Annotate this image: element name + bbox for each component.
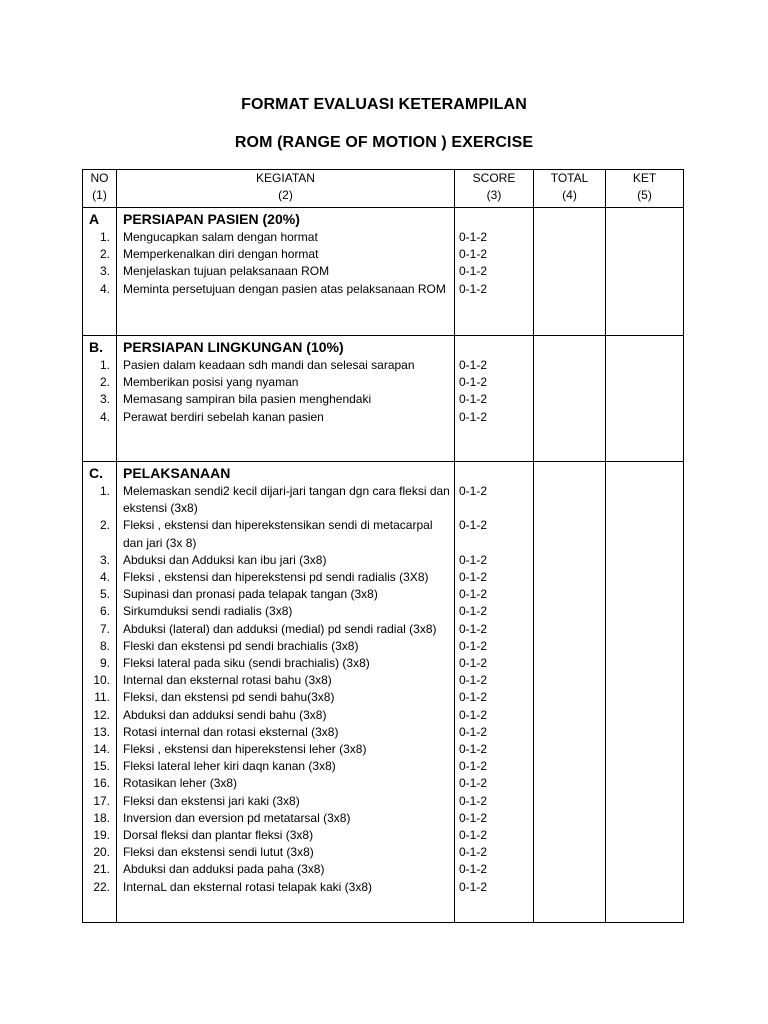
item-number: 9. [99,656,110,671]
item-score: 0-1-2 [459,656,488,671]
item-text: Fleksi lateral leher kiri daqn kanan (3x8) [123,759,336,774]
item-text: Rotasi internal dan rotasi eksternal (3x8) [123,724,339,739]
item-score: 0-1-2 [459,552,488,567]
item-score: 0-1-2 [459,230,488,244]
item-text: Fleksi dan ekstensi jari kaki (3x8) [123,793,300,808]
item-score: 0-1-2 [459,707,488,722]
item-text: Pasien dalam keadaan sdh mandi dan selesai sarapan [123,358,415,372]
item-score: 0-1-2 [459,690,488,705]
item-score: 0-1-2 [459,587,488,602]
item-number: 2. [99,518,110,533]
item-score: 0-1-2 [459,810,488,825]
item-text: InternaL dan eksternal rotasi telapak kaki (3x8) [123,879,373,894]
item-number: 2. [99,247,110,262]
item-number: 19. [93,828,110,843]
item-number: 22. [93,879,110,894]
section-number-cell [83,336,117,462]
item-number: 13. [93,724,110,739]
item-score: 0-1-2 [459,409,488,424]
item-score: 0-1-2 [459,828,488,843]
item-number: 16. [93,776,110,791]
item-text: Inversion dan eversion pd metatarsal (3x8) [123,810,351,825]
item-score: 0-1-2 [459,484,488,498]
item-number: 3. [99,552,110,567]
item-number: 3. [99,264,110,279]
item-text: Fleksi dan ekstensi sendi lutut (3x8) [123,845,314,860]
section-number-cell [83,462,117,923]
item-number: 17. [93,793,110,808]
section-number-cell [83,208,117,336]
section-row [83,208,684,336]
item-score: 0-1-2 [459,862,488,877]
item-text: Dorsal fleksi dan plantar fleksi (3x8) [123,828,314,843]
section-score-cell [455,208,534,336]
item-score: 0-1-2 [459,638,488,653]
item-number: 10. [93,673,110,688]
score-spacer [455,336,533,357]
item-number: 1. [99,358,110,372]
item-score: 0-1-2 [459,358,488,372]
item-text: Fleksi , ekstensi dan hiperekstensi pd sendi radialis (3X8) [123,570,429,585]
section-total-cell [534,462,606,923]
section-title: PERSIAPAN LINGKUNGAN (10%) [123,339,344,355]
item-score: 0-1-2 [459,621,488,636]
item-number: 1. [99,230,110,244]
item-text: Abduksi dan Adduksi kan ibu jari (3x8) [123,552,327,567]
item-score: 0-1-2 [459,392,488,407]
item-score: 0-1-2 [459,879,488,894]
item-text: Abduksi dan adduksi sendi bahu (3x8) [123,707,327,722]
item-text: Meminta persetujuan dengan pasien atas pelaksanaan ROM [123,281,446,296]
item-number: 15. [93,759,110,774]
item-number: 5. [99,587,110,602]
section-ket-cell [606,462,684,923]
item-score: 0-1-2 [459,281,488,296]
item-score: 0-1-2 [459,264,488,279]
table-header-row [83,170,684,208]
section-row [83,462,684,923]
section-activities-cell [117,208,455,336]
item-score: 0-1-2 [459,570,488,585]
item-score: 0-1-2 [459,673,488,688]
item-number: 6. [99,604,110,619]
column-header-score: SCORE (3) [455,170,534,208]
item-text: Supinasi dan pronasi pada telapak tangan (3x8) [123,587,378,602]
item-text: Fleksi , ekstensi dan hiperekstensikan sendi di metacarpal dan jari (3x 8) [123,518,433,550]
item-number: 8. [99,638,110,653]
section-activities-cell [117,462,455,923]
section-score-cell [455,462,534,923]
item-score: 0-1-2 [459,793,488,808]
item-number: 4. [99,409,110,424]
item-number: 2. [99,375,110,390]
score-spacer [455,208,533,229]
item-text: Fleksi, dan ekstensi pd sendi bahu(3x8) [123,690,335,705]
item-number: 18. [93,810,110,825]
item-number: 4. [99,570,110,585]
item-text: Abduksi (lateral) dan adduksi (medial) pd sendi radial (3x8) [123,621,437,636]
section-ket-cell [606,336,684,462]
item-text: Rotasikan leher (3x8) [123,776,238,791]
item-score: 0-1-2 [459,776,488,791]
item-number: 21. [93,862,110,877]
column-header-no: NO (1) [83,170,117,208]
item-text: Fleksi , ekstensi dan hiperekstensi leher (3x8) [123,742,367,757]
column-header-total: TOTAL (4) [534,170,606,208]
item-score: 0-1-2 [459,375,488,390]
item-score: 0-1-2 [459,518,488,533]
item-score: 0-1-2 [459,742,488,757]
item-score: 0-1-2 [459,759,488,774]
section-score-cell [455,336,534,462]
item-number: 4. [99,281,110,296]
section-activities-cell [117,336,455,462]
item-text: Perawat berdiri sebelah kanan pasien [123,409,324,424]
section-letter: C. [89,465,103,481]
section-total-cell [534,208,606,336]
item-score: 0-1-2 [459,845,488,860]
evaluation-table [82,169,684,923]
item-number: 11. [94,690,110,705]
item-number: 14. [93,742,110,757]
item-text: Sirkumduksi sendi radialis (3x8) [123,604,293,619]
item-text: Memasang sampiran bila pasien menghendaki [123,392,372,407]
item-number: 1. [99,484,110,498]
score-spacer [455,462,533,483]
item-number: 7. [99,621,110,636]
item-number: 3. [99,392,110,407]
item-text: Memperkenalkan diri dengan hormat [123,247,319,262]
section-total-cell [534,336,606,462]
page-subtitle: ROM (RANGE OF MOTION ) EXERCISE [234,134,534,151]
section-letter: A [89,211,100,227]
item-number: 12. [93,707,110,722]
item-text: Memberikan posisi yang nyaman [123,375,299,390]
item-score: 0-1-2 [459,247,488,262]
item-text: Internal dan eksternal rotasi bahu (3x8) [123,673,332,688]
item-text: Abduksi dan adduksi pada paha (3x8) [123,862,325,877]
column-header-ket: KET (5) [606,170,684,208]
item-text: Fleksi lateral pada siku (sendi brachialis) (3x8) [123,656,370,671]
section-title: PELAKSANAAN [123,465,231,481]
column-header-kegiatan: KEGIATAN (2) [117,170,455,208]
item-number: 20. [93,845,110,860]
item-score: 0-1-2 [459,724,488,739]
item-text: Mengucapkan salam dengan hormat [123,230,318,244]
item-score: 0-1-2 [459,604,488,619]
item-text: Menjelaskan tujuan pelaksanaan ROM [123,264,330,279]
page-title: FORMAT EVALUASI KETERAMPILAN [241,96,527,113]
item-text: Melemaskan sendi2 kecil dijari-jari tangan dgn cara fleksi dan ekstensi (3x8) [123,484,450,516]
section-ket-cell [606,208,684,336]
section-letter: B. [89,339,103,355]
item-text: Fleski dan ekstensi pd sendi brachialis (3x8) [123,638,359,653]
section-row [83,336,684,462]
section-title: PERSIAPAN PASIEN (20%) [123,211,300,227]
